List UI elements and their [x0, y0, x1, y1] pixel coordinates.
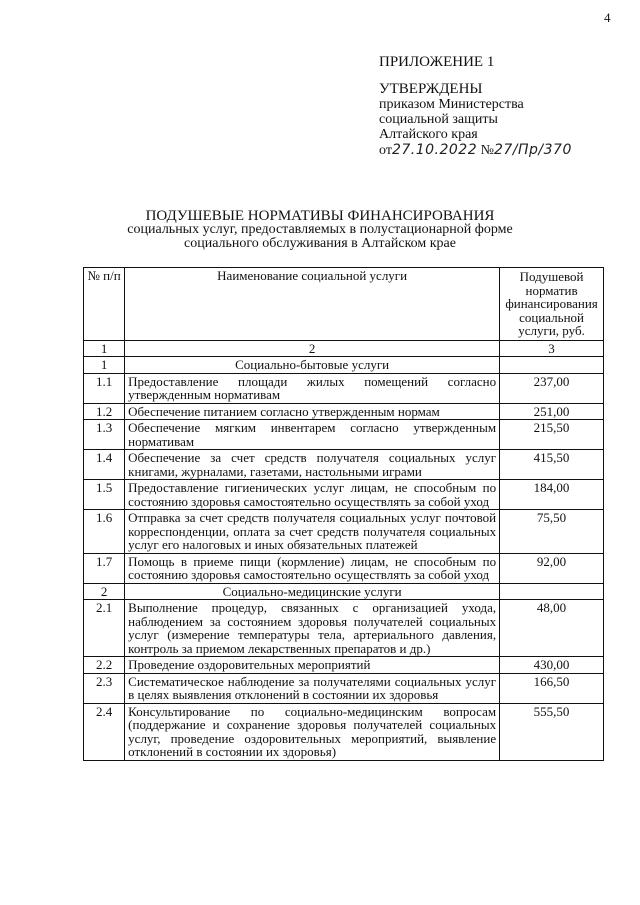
row-number: 2.2	[84, 657, 125, 674]
handwritten-number: 27/Пр/370	[493, 142, 572, 158]
title-main: ПОДУШЕВЫЕ НОРМАТИВЫ ФИНАНСИРОВАНИЯ	[145, 208, 495, 224]
norm-value: 48,00	[500, 600, 604, 657]
approval-line-2: социальной защиты	[379, 112, 498, 127]
table-row	[84, 420, 604, 450]
table-row	[84, 553, 604, 583]
table-row	[84, 600, 604, 657]
table-row	[84, 450, 604, 480]
norm-value: 555,50	[500, 703, 604, 760]
row-number: 1.4	[84, 450, 125, 480]
norms-table	[83, 267, 604, 761]
document-title	[100, 209, 540, 251]
norm-value: 251,00	[500, 403, 604, 420]
norm-value: 415,50	[500, 450, 604, 480]
service-name: Выполнение процедур, связанных с организацией ухода, наблюдением за состоянием здоровья получателей социальных услуг (измерение температуры тела, артериального давления, контроль за приемом лекарственных препаратов и др.)	[125, 600, 500, 657]
title-line-2: социальных услуг, предоставляемых в полустационарной форме	[127, 222, 513, 237]
header-value: Подушевой норматив финансирования социальной услуги, руб.	[500, 268, 604, 341]
norm-value: 184,00	[500, 480, 604, 510]
row-number: 1.7	[84, 553, 125, 583]
row-number: 1.3	[84, 420, 125, 450]
table-row	[84, 703, 604, 760]
appendix-label: ПРИЛОЖЕНИЕ 1	[379, 54, 495, 70]
table-row	[84, 403, 604, 420]
approval-line-3: Алтайского края	[379, 127, 478, 142]
title-line-3: социального обслуживания в Алтайском крае	[184, 236, 456, 251]
service-name: Социально-бытовые услуги	[125, 357, 500, 374]
service-name: Предоставление площади жилых помещений согласно утвержденным нормативам	[125, 373, 500, 403]
from-prefix: от	[379, 143, 392, 158]
service-name: Обеспечение питанием согласно утвержденным нормам	[125, 403, 500, 420]
table-row	[84, 673, 604, 703]
table-row	[84, 657, 604, 674]
approval-line-1: приказом Министерства	[379, 97, 524, 112]
column-index-2: 2	[125, 340, 500, 357]
row-number: 1	[84, 357, 125, 374]
column-index-1: 1	[84, 340, 125, 357]
header-num: № п/п	[84, 268, 125, 341]
norm-value: 166,50	[500, 673, 604, 703]
order-date-line	[379, 143, 634, 158]
table-row	[84, 373, 604, 403]
norm-value	[500, 583, 604, 600]
service-name: Помощь в приеме пищи (кормление) лицам, не способным по состоянию здоровья самостоятельно осуществлять за собой уход	[125, 553, 500, 583]
norm-value: 75,50	[500, 510, 604, 554]
column-index-row	[84, 340, 604, 357]
column-index-3: 3	[500, 340, 604, 357]
row-number: 1.6	[84, 510, 125, 554]
section-row	[84, 357, 604, 374]
row-number: 1.2	[84, 403, 125, 420]
row-number: 2	[84, 583, 125, 600]
norm-value: 215,50	[500, 420, 604, 450]
table-body	[84, 357, 604, 761]
service-name: Консультирование по социально-медицинским вопросам (поддержание и сохранение здоровья получателей социальных услуг, проведение оздоровительных мероприятий, выявление отклонений в состоянии их здоровья)	[125, 703, 500, 760]
norm-value: 92,00	[500, 553, 604, 583]
table-header-row	[84, 268, 604, 341]
table-row	[84, 480, 604, 510]
service-name: Отправка за счет средств получателя социальных услуг почтовой корреспонденции, оплата за счет средств получателя социальных услуг его налоговых и иных обязательных платежей	[125, 510, 500, 554]
service-name: Обеспечение за счет средств получателя социальных услуг книгами, журналами, газетами, настольными играми	[125, 450, 500, 480]
page-number: 4	[604, 10, 611, 25]
service-name: Проведение оздоровительных мероприятий	[125, 657, 500, 674]
service-name: Социально-медицинские услуги	[125, 583, 500, 600]
approval-block	[379, 55, 634, 158]
row-number: 2.4	[84, 703, 125, 760]
service-name: Предоставление гигиенических услуг лицам, не способным по состоянию здоровья самостоятельно осуществлять за собой уход	[125, 480, 500, 510]
row-number: 2.1	[84, 600, 125, 657]
norm-value: 237,00	[500, 373, 604, 403]
approved-label: УТВЕРЖДЕНЫ	[379, 81, 483, 97]
row-number: 1.5	[84, 480, 125, 510]
row-number: 2.3	[84, 673, 125, 703]
row-number: 1.1	[84, 373, 125, 403]
service-name: Обеспечение мягким инвентарем согласно утвержденным нормативам	[125, 420, 500, 450]
service-name: Систематическое наблюдение за получателями социальных услуг в целях выявления отклонений в состоянии их здоровья	[125, 673, 500, 703]
handwritten-date: 27.10.2022	[391, 142, 478, 158]
norm-value: 430,00	[500, 657, 604, 674]
number-prefix: №	[480, 143, 494, 158]
section-row	[84, 583, 604, 600]
table-row	[84, 510, 604, 554]
norm-value	[500, 357, 604, 374]
header-name: Наименование социальной услуги	[125, 268, 500, 341]
